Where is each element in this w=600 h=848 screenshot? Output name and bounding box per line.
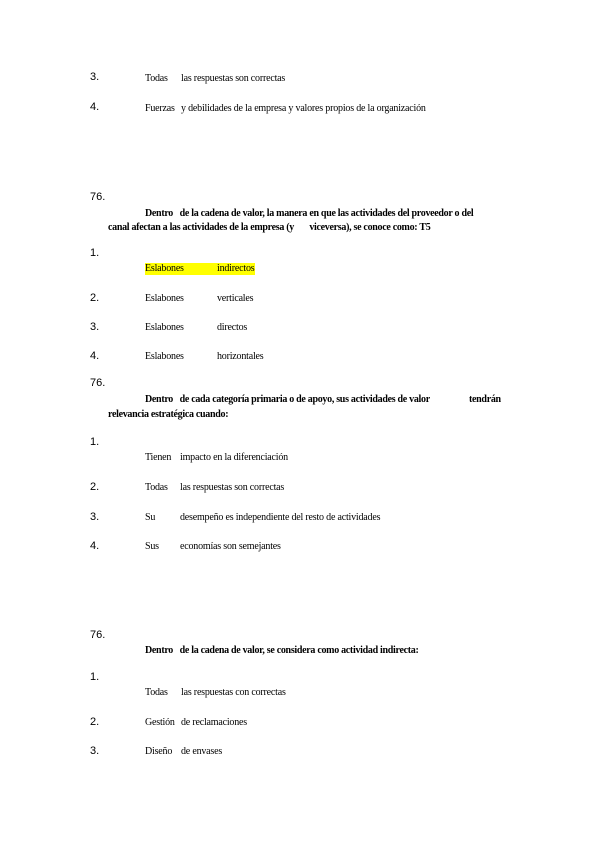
option-correct (145, 687, 286, 699)
option (145, 746, 222, 758)
option-text: de reclamaciones (181, 717, 247, 728)
option-number: 1. (90, 436, 100, 448)
option-text: Tienen (145, 452, 172, 463)
option-text: Sus (145, 541, 159, 552)
option (145, 293, 253, 305)
option-text: las respuestas son correctas (181, 73, 286, 84)
option (145, 351, 263, 363)
option (145, 512, 380, 524)
option-text: desempeño es independiente del resto de actividades (180, 512, 381, 523)
option (145, 482, 284, 494)
option-text: las respuestas con correctas (181, 687, 286, 698)
option-text: las respuestas son correctas (180, 482, 285, 493)
question-number: 76. (90, 191, 106, 203)
option-text: economías son semejantes (180, 541, 281, 552)
option-number: 4. (90, 350, 100, 362)
option-number: 3. (90, 321, 100, 333)
option-correct (145, 73, 285, 85)
question-number: 76. (90, 377, 106, 389)
option-number: 2. (90, 716, 100, 728)
question-text: tendrán (469, 394, 501, 405)
option-text: y debilidades de la empresa y valores propios de la organización (181, 103, 426, 114)
question-number: 76. (90, 629, 106, 641)
option-text: Eslabones (145, 293, 184, 304)
question-text: canal afectan a las actividades de la empresa (y viceversa), se conoce como: T5 (108, 222, 431, 233)
option-number: 4. (90, 101, 100, 113)
option (145, 541, 281, 553)
option-number: 3. (90, 745, 100, 757)
option-text: Diseño (145, 746, 173, 757)
option (145, 322, 247, 334)
option (145, 103, 426, 115)
option-text: Todas (145, 482, 168, 493)
option-text: impacto en la diferenciación (180, 452, 288, 463)
option-text: Gestión (145, 717, 175, 728)
option-text: horizontales (217, 351, 264, 362)
option-text: Su (145, 512, 156, 523)
option-number: 2. (90, 292, 100, 304)
option-number: 1. (90, 247, 100, 259)
option-correct (145, 263, 255, 275)
question-text: Dentro de la cadena de valor, la manera en que las actividades del proveedor o del (145, 208, 474, 219)
option-number: 4. (90, 540, 100, 552)
option-text: de envases (181, 746, 223, 757)
option-text: directos (217, 322, 248, 333)
option-correct (145, 452, 288, 464)
option-text: Fuerzas (145, 103, 175, 114)
option-text: Todas (145, 73, 168, 84)
option-number: 3. (90, 511, 100, 523)
option-text: Eslabones (145, 351, 184, 362)
option-number: 2. (90, 481, 100, 493)
question-text: Dentro de cada categoría primaria o de apoyo, sus actividades de valor (145, 394, 430, 405)
option-text: Eslabones (145, 322, 184, 333)
option-text: verticales (217, 293, 254, 304)
option-text: indirectos (217, 263, 255, 274)
option-text: Eslabones (145, 263, 184, 274)
option (145, 717, 247, 729)
question-text: Dentro de la cadena de valor, se considera como actividad indirecta: (145, 645, 419, 656)
option-text: Todas (145, 687, 168, 698)
option-number: 1. (90, 671, 100, 683)
question-text: relevancia estratégica cuando: (108, 409, 229, 420)
option-number: 3. (90, 71, 100, 83)
